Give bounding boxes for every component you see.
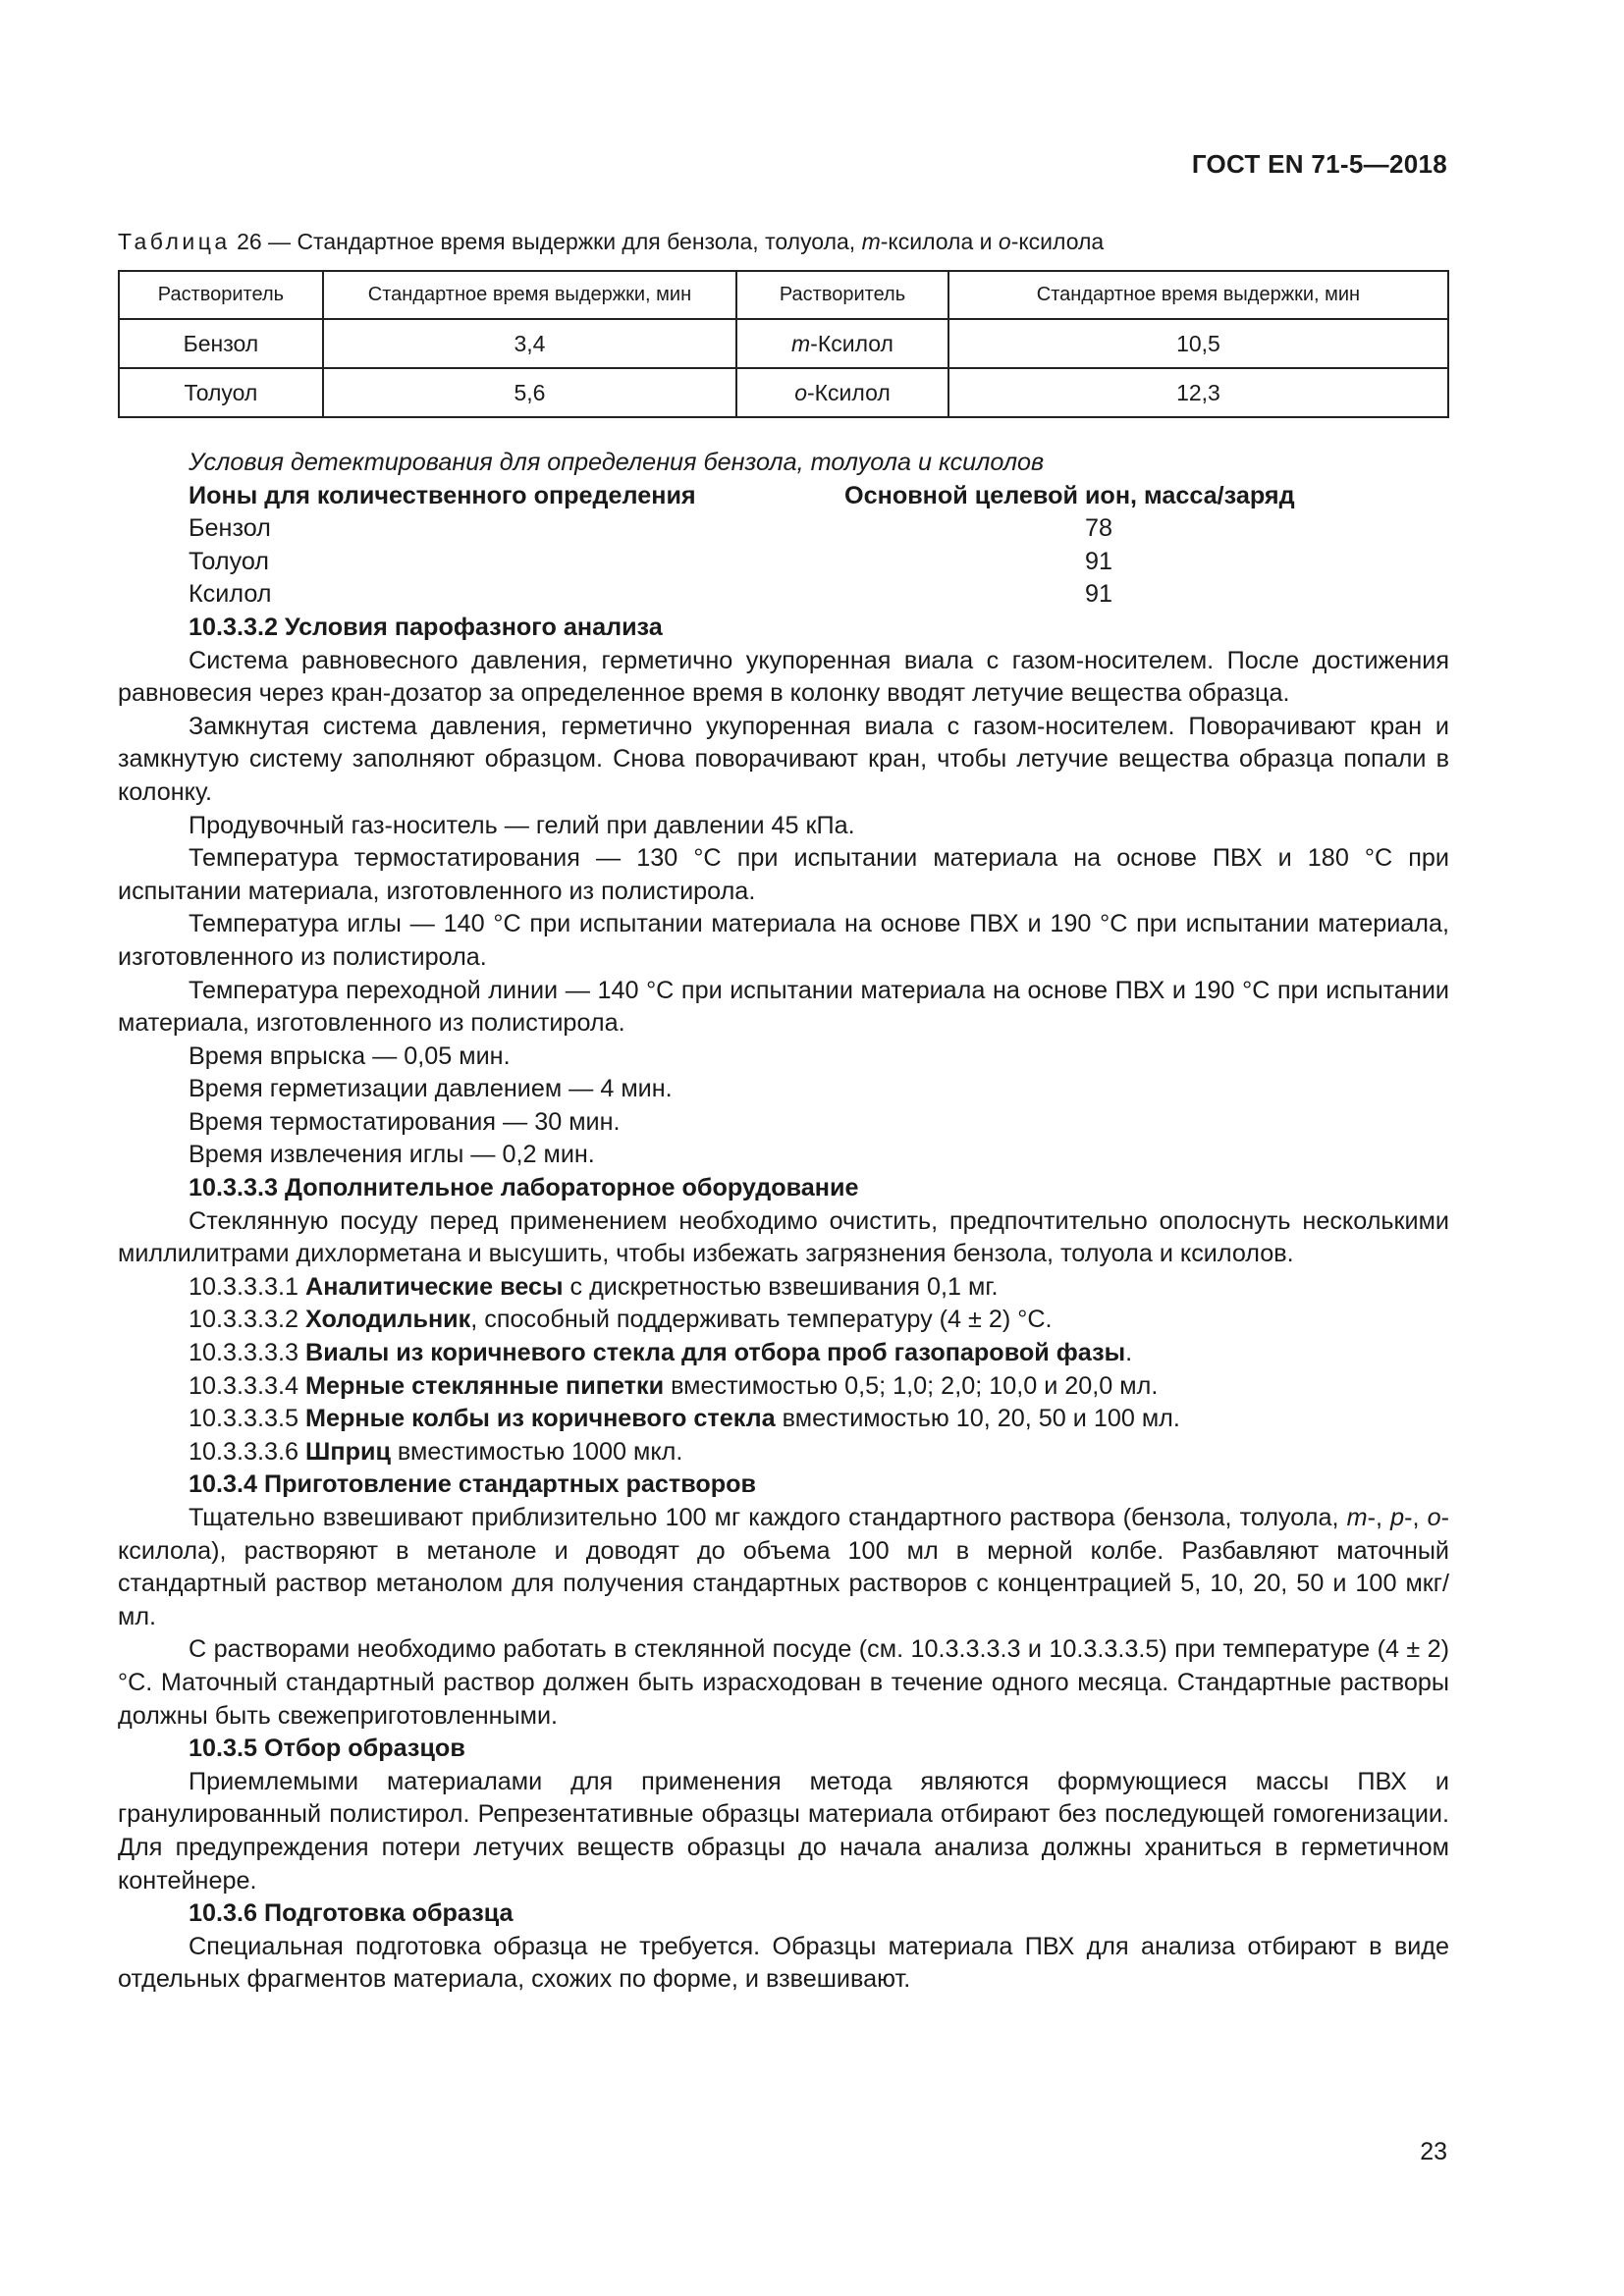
equipment-item: 10.3.3.3.6 Шприц вместимостью 1000 мкл. xyxy=(189,1437,683,1466)
table-caption-word: Таблица xyxy=(118,229,231,254)
section-heading: 10.3.3.2 Условия парофазного анализа xyxy=(189,613,663,641)
table-header-cell: Растворитель xyxy=(736,271,948,319)
table-cell: 3,4 xyxy=(323,319,736,368)
holding-time-table xyxy=(118,270,1449,418)
table-cell: 5,6 xyxy=(323,368,736,417)
section-heading: 10.3.5 Отбор образцов xyxy=(189,1735,465,1763)
table-cell: o-Ксилол xyxy=(736,368,948,417)
table-caption-text: 26 — Стандартное время выдержки для бензола, толуола, xyxy=(230,229,862,254)
paragraph: Стеклянную посуду перед применением необходимо очистить, предпочтительно ополоснуть несколькими миллилитрами дихлорметана и высушить, чтобы избежать загрязнения бензола, толуола и ксилолов. xyxy=(118,1206,1449,1268)
ion-row: Толуол 91 xyxy=(189,547,1113,575)
paragraph: Система равновесного давления, герметично укупоренная виала с газом-носителем. После достижения равновесия через кран-дозатор за определенное время в колонку вводят летучие вещества образца. xyxy=(118,646,1449,708)
paragraph: Время термостатирования — 30 мин. xyxy=(189,1107,621,1136)
equipment-item: 10.3.3.3.1 Аналитические весы с дискретностью взвешивания 0,1 мг. xyxy=(189,1272,999,1301)
paragraph: Приемлемыми материалами для применения метода являются формующиеся массы ПВХ и гранулированный полистирол. Репрезентативные образцы материала отбирают без последующей гомогенизации. Для предупреждения потери летучих веществ образцы до начала анализа должны храниться в герметичном контейнере. xyxy=(118,1767,1449,1895)
ion-table-header xyxy=(118,480,1449,513)
section-heading: 10.3.6 Подготовка образца xyxy=(189,1899,514,1928)
paragraph: Температура переходной линии — 140 °С при испытании материала на основе ПВХ и 190 °С при испытании материала, изготовленного из полистирола. xyxy=(118,976,1449,1038)
paragraph: Время герметизации давлением — 4 мин. xyxy=(189,1075,673,1103)
section-heading: 10.3.4 Приготовление стандартных растворов xyxy=(189,1470,757,1499)
table-cell: Толуол xyxy=(119,368,323,417)
paragraph: Время впрыска — 0,05 мин. xyxy=(189,1041,511,1070)
paragraph: Замкнутая система давления, герметично укупоренная виала с газом-носителем. Поворачивают кран и замкнутую систему заполняют образцом. Снова поворачивают кран, чтобы летучие вещества образца попали в колонку. xyxy=(118,712,1449,806)
paragraph: Специальная подготовка образца не требуется. Образцы материала ПВХ для анализа отбирают в виде отдельных фрагментов материала, схожих по форме, и взвешивают. xyxy=(118,1932,1449,1994)
mz-col-header: Основной целевой ион, масса/заряд xyxy=(844,481,1295,509)
ion-col-header: Ионы для количественного определения xyxy=(189,481,696,509)
table-header-row xyxy=(119,271,1448,319)
table-caption: Таблица 26 — Стандартное время выдержки для бензола, толуола, m-ксилола и o-ксилола xyxy=(118,229,1105,254)
document-id-header: ГОСТ EN 71-5—2018 xyxy=(1191,149,1447,179)
table-cell: 12,3 xyxy=(948,368,1448,417)
ion-row: Ксилол 91 xyxy=(189,580,1113,609)
paragraph: Температура термостатирования — 130 °С при испытании материала на основе ПВХ и 180 °С при испытании материала, изготовленного из полистирола. xyxy=(118,844,1449,905)
equipment-item: 10.3.3.3.3 Виалы из коричневого стекла для отбора проб газопаровой фазы. xyxy=(189,1339,1133,1367)
equipment-item: 10.3.3.3.2 Холодильник, способный поддерживать температуру (4 ± 2) °С. xyxy=(189,1306,1053,1334)
paragraph: С растворами необходимо работать в стеклянной посуде (см. 10.3.3.3.3 и 10.3.3.3.5) при температуре (4 ± 2) °С. Маточный стандартный раствор должен быть израсходован в течение одного месяца. Стандартные растворы должны быть свежеприготовленными. xyxy=(118,1635,1449,1730)
table-cell: m-Ксилол xyxy=(736,319,948,368)
table-header-cell: Стандартное время выдержки, мин xyxy=(323,271,736,319)
table-cell: 10,5 xyxy=(948,319,1448,368)
table-row xyxy=(119,319,1448,368)
table-row xyxy=(119,368,1448,417)
document-body xyxy=(118,447,1449,1997)
table-header-cell: Растворитель xyxy=(119,271,323,319)
paragraph: Температура иглы — 140 °С при испытании материала на основе ПВХ и 190 °С при испытании материала, изготовленного из полистирола. xyxy=(118,910,1449,971)
paragraph: Тщательно взвешивают приблизительно 100 мг каждого стандартного раствора (бензола, толуола, m-, p-, o-ксилола), растворяют в метаноле и доводят до объема 100 мл в мерной колбе. Разбавляют маточный стандартный раствор метанолом для получения стандартных растворов с концентрацией 5, 10, 20, 50 и 100 мкг/мл. xyxy=(118,1504,1449,1630)
ion-row: Бензол 78 xyxy=(189,514,1113,543)
section-heading: 10.3.3.3 Дополнительное лабораторное оборудование xyxy=(189,1174,859,1202)
page-number: 23 xyxy=(1420,2138,1447,2165)
equipment-item: 10.3.3.3.4 Мерные стеклянные пипетки вместимостью 0,5; 1,0; 2,0; 10,0 и 20,0 мл. xyxy=(189,1371,1159,1400)
detection-title: Условия детектирования для определения бензола, толуола и ксилолов xyxy=(189,449,1045,476)
table-header-cell: Стандартное время выдержки, мин xyxy=(948,271,1448,319)
table-cell: Бензол xyxy=(119,319,323,368)
paragraph: Время извлечения иглы — 0,2 мин. xyxy=(189,1141,595,1169)
equipment-item: 10.3.3.3.5 Мерные колбы из коричневого стекла вместимостью 10, 20, 50 и 100 мл. xyxy=(189,1405,1180,1433)
paragraph: Продувочный газ-носитель — гелий при давлении 45 кПа. xyxy=(189,811,855,839)
